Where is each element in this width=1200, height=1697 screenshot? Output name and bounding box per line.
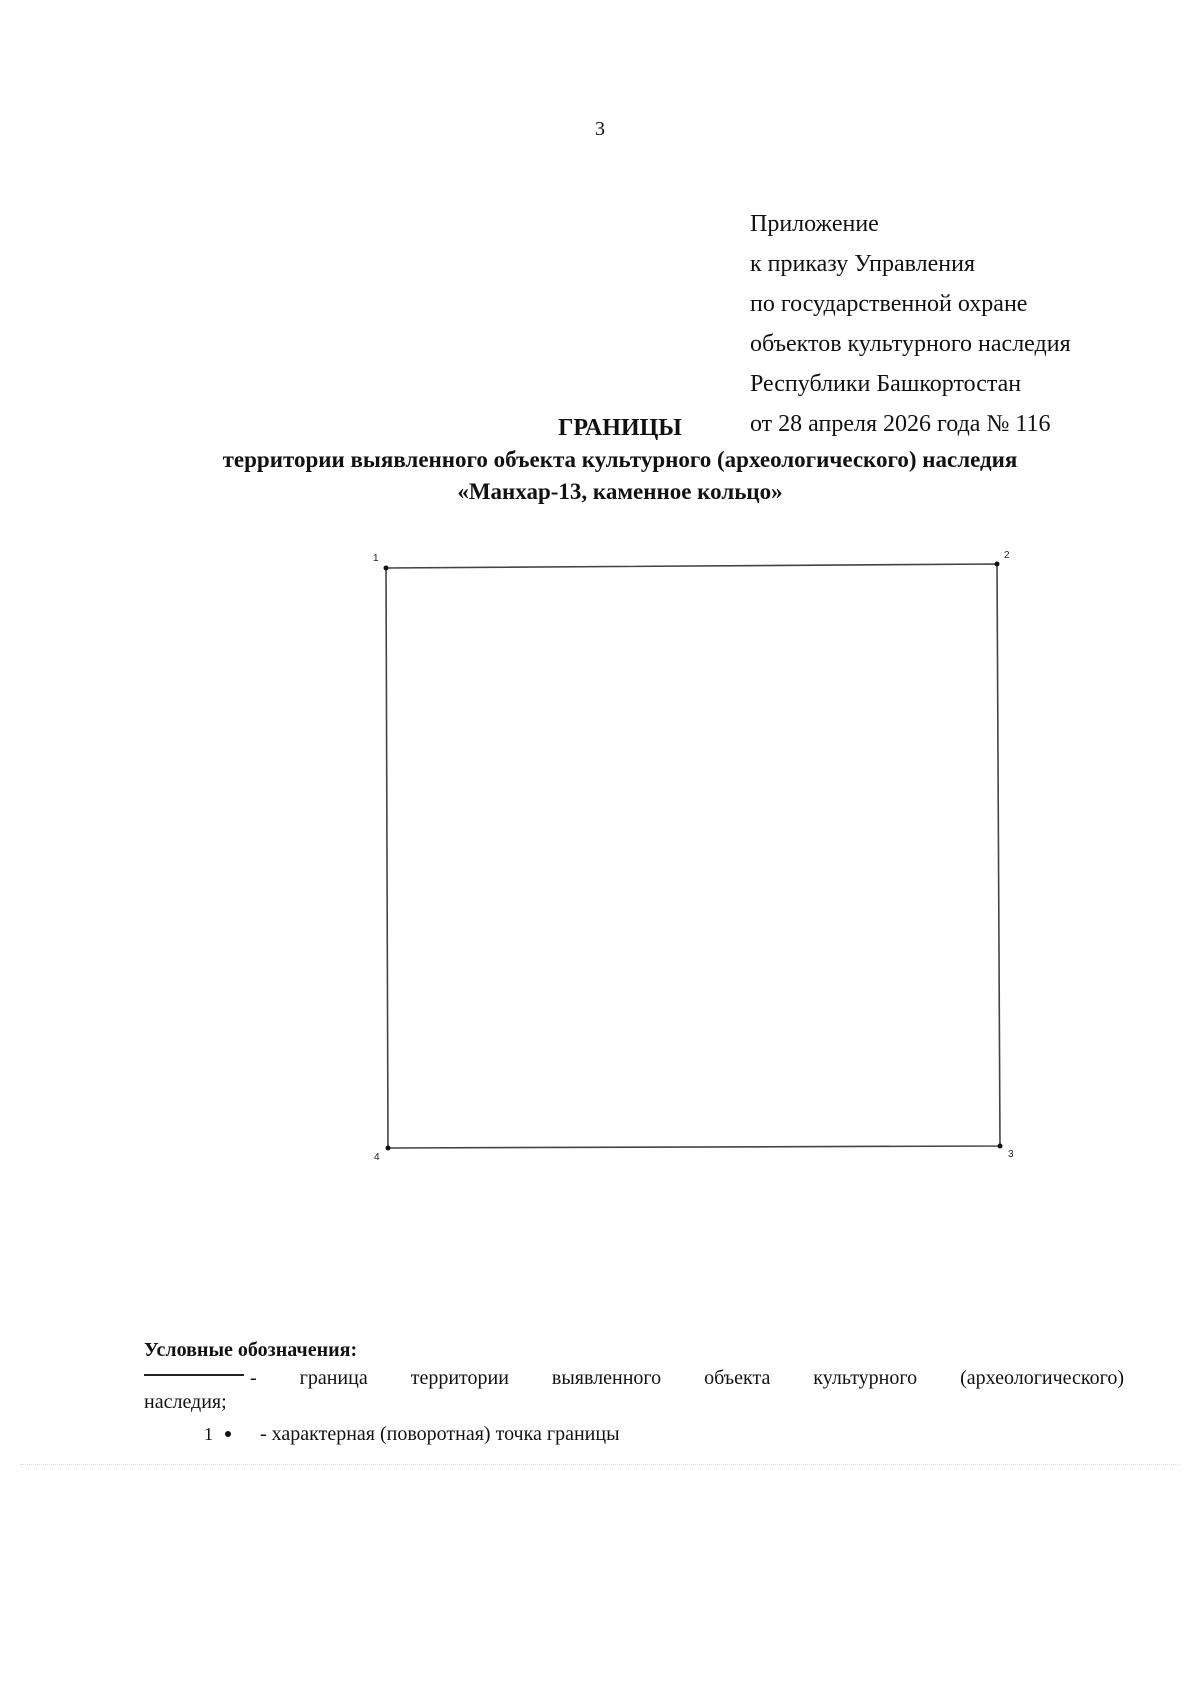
point-label-3: 3	[1008, 1149, 1014, 1160]
title-subtitle: территории выявленного объекта культурного (археологического) наследия	[222, 447, 1018, 472]
boundary-polygon	[386, 564, 1000, 1148]
legend	[144, 1338, 1124, 1446]
point-label-4: 4	[374, 1152, 380, 1163]
appendix-line: Приложение	[750, 211, 879, 237]
legend-point-text: - характерная (поворотная) точка границы	[260, 1423, 620, 1445]
legend-item-point	[144, 1422, 1124, 1446]
legend-boundary-text: - граница территории выявленного объекта культурного (археологического)	[250, 1367, 1124, 1389]
boundary-point-3	[998, 1144, 1003, 1149]
point-sample-label: 1	[204, 1424, 213, 1444]
title-object-name: «Манхар-13, каменное кольцо»	[457, 479, 783, 504]
legend-item-boundary	[144, 1366, 1124, 1390]
appendix-line: к приказу Управления	[750, 251, 976, 277]
page-number: 3	[595, 118, 605, 140]
point-dot-icon	[225, 1431, 231, 1437]
point-sample	[204, 1422, 260, 1446]
boundary-plan-svg	[360, 550, 1020, 1180]
title-main: ГРАНИЦЫ	[558, 415, 682, 441]
boundary-point-2	[995, 562, 1000, 567]
appendix-block	[750, 204, 1170, 444]
document-title	[100, 412, 1140, 508]
legend-heading: Условные обозначения:	[144, 1339, 358, 1361]
boundary-plan	[360, 550, 1020, 1180]
scan-artifact-line	[20, 1464, 1180, 1465]
legend-boundary-text-cont: наследия;	[144, 1391, 227, 1413]
boundary-point-1	[384, 566, 389, 571]
appendix-line: по государственной охране	[750, 291, 1028, 317]
appendix-line: от 28 апреля 2026 года № 116	[750, 411, 1051, 437]
point-label-2: 2	[1004, 550, 1010, 561]
appendix-line: Республики Башкортостан	[750, 371, 1022, 397]
point-label-1: 1	[373, 553, 379, 564]
appendix-line: объектов культурного наследия	[750, 331, 1071, 357]
boundary-line-sample	[144, 1374, 244, 1376]
boundary-point-4	[386, 1146, 391, 1151]
